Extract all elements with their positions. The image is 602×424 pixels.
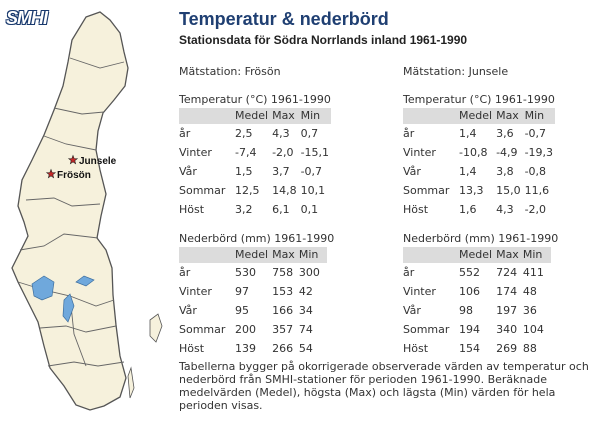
row-label: Vår (179, 165, 197, 178)
cell-max: 3,7 (272, 165, 290, 178)
cell-medel: 1,4 (459, 127, 477, 140)
cell-max: 266 (272, 342, 294, 355)
column-header-min: Min (299, 108, 331, 124)
station-label: Mätstation: Frösön (179, 65, 281, 78)
cell-max: 174 (496, 285, 518, 298)
cell-max: 15,0 (496, 184, 521, 197)
column-header-medel: Medel (235, 248, 269, 261)
table-header-row (403, 247, 551, 263)
cell-min: 10,1 (300, 184, 326, 197)
column-header-min: Min (297, 247, 327, 263)
cell-medel: -10,8 (459, 146, 488, 159)
cell-max: 3,8 (496, 165, 514, 178)
cell-medel: 98 (459, 304, 473, 317)
row-label: Vår (403, 304, 421, 317)
cell-medel: 1,5 (235, 165, 253, 178)
column-header-max: Max (494, 108, 523, 124)
cell-medel: 154 (459, 342, 480, 355)
cell-max: 357 (272, 323, 294, 336)
column-header-max: Max (270, 108, 299, 124)
cell-min: -19,3 (524, 146, 554, 159)
table-row (179, 143, 331, 162)
cell-min: 300 (298, 266, 320, 279)
cell-medel: 200 (235, 323, 256, 336)
table-row (403, 301, 551, 320)
row-label: Höst (179, 342, 205, 355)
cell-max: -2,0 (272, 146, 294, 159)
table-row (179, 162, 331, 181)
footnote: Tabellerna bygger på okorrigerade observerade värden av temperatur och nederbörd från SMHI-stationer för perioden 1961-1990. Beräknade medelvärden (Medel), högsta (Max) och lägsta (Min) värden för hela perioden visas. (179, 360, 589, 412)
sweden-map (0, 0, 175, 424)
precipitation-table (179, 247, 327, 358)
cell-min: 36 (522, 304, 537, 317)
cell-max: 4,3 (496, 203, 514, 216)
cell-min: -15,1 (300, 146, 330, 159)
cell-medel: 12,5 (235, 184, 260, 197)
cell-max: 724 (496, 266, 518, 279)
station-junsele (403, 64, 602, 358)
column-header-max: Max (496, 248, 519, 261)
row-label: Vår (179, 304, 197, 317)
cell-min: 34 (298, 304, 313, 317)
table-row (179, 263, 327, 282)
column-header-min: Min (523, 108, 555, 124)
table-row (403, 181, 555, 200)
temperature-table (179, 108, 331, 219)
cell-max: 166 (272, 304, 294, 317)
cell-min: -0,7 (524, 127, 547, 140)
table-row (403, 320, 551, 339)
cell-max: 340 (496, 323, 518, 336)
marker-label-junsele: Junsele (79, 156, 117, 167)
cell-medel: 530 (235, 266, 256, 279)
precipitation-title: Nederbörd (mm) 1961-1990 (179, 232, 335, 245)
cell-max: 197 (496, 304, 518, 317)
row-label: Höst (179, 203, 205, 216)
cell-medel: 106 (459, 285, 480, 298)
cell-min: 42 (298, 285, 313, 298)
table-row (179, 200, 331, 219)
cell-min: 0,7 (300, 127, 319, 140)
column-header-blank (179, 108, 233, 124)
cell-max: 6,1 (272, 203, 290, 216)
row-label: Vinter (403, 285, 436, 298)
cell-medel: -7,4 (235, 146, 257, 159)
island-oland (128, 368, 134, 398)
marker-label-froson: Frösön (57, 170, 91, 181)
cell-medel: 1,6 (459, 203, 477, 216)
station-froson (179, 64, 379, 358)
table-row (179, 181, 331, 200)
table-row (179, 282, 327, 301)
cell-medel: 1,4 (459, 165, 477, 178)
table-header-row (179, 108, 331, 124)
row-label: Sommar (403, 184, 450, 197)
row-label: Höst (403, 342, 429, 355)
row-label: Sommar (179, 323, 226, 336)
cell-medel: 95 (235, 304, 249, 317)
column-header-blank (403, 108, 457, 124)
column-header-medel: Medel (459, 248, 493, 261)
cell-medel: 2,5 (235, 127, 253, 140)
row-label: Vinter (403, 146, 436, 159)
cell-min: 411 (522, 266, 544, 279)
cell-max: 153 (272, 285, 294, 298)
column-header-min: Min (521, 247, 551, 263)
table-row (179, 301, 327, 320)
cell-max: -4,9 (496, 146, 518, 159)
row-label: år (403, 266, 415, 279)
temperature-table (403, 108, 555, 219)
page-subtitle: Stationsdata för Södra Norrlands inland 1961-1990 (179, 33, 468, 47)
cell-medel: 552 (459, 266, 480, 279)
cell-min: 104 (522, 323, 544, 336)
row-label: Sommar (403, 323, 450, 336)
table-row (179, 339, 327, 358)
row-label: Vår (403, 165, 421, 178)
sweden-outline (12, 12, 128, 410)
cell-min: -0,8 (524, 165, 547, 178)
column-header-medel: Medel (459, 109, 493, 122)
cell-min: -0,7 (300, 165, 323, 178)
cell-max: 4,3 (272, 127, 290, 140)
cell-max: 269 (496, 342, 518, 355)
table-header-row (403, 108, 555, 124)
cell-medel: 13,3 (459, 184, 484, 197)
table-row (403, 339, 551, 358)
cell-min: -2,0 (524, 203, 547, 216)
cell-max: 14,8 (272, 184, 297, 197)
cell-medel: 97 (235, 285, 249, 298)
row-label: år (179, 127, 191, 140)
column-header-blank (179, 247, 233, 263)
temperature-title: Temperatur (°C) 1961-1990 (179, 93, 331, 106)
cell-min: 48 (522, 285, 537, 298)
cell-min: 88 (522, 342, 537, 355)
table-row (403, 200, 555, 219)
cell-min: 0,1 (300, 203, 319, 216)
precipitation-title: Nederbörd (mm) 1961-1990 (403, 232, 559, 245)
island-gotland (150, 314, 162, 342)
cell-max: 758 (272, 266, 294, 279)
table-row (403, 143, 555, 162)
table-row (179, 320, 327, 339)
column-header-blank (403, 247, 457, 263)
cell-medel: 139 (235, 342, 256, 355)
station-label: Mätstation: Junsele (403, 65, 509, 78)
cell-medel: 194 (459, 323, 480, 336)
row-label: år (403, 127, 415, 140)
table-row (403, 124, 555, 143)
precipitation-table (403, 247, 551, 358)
row-label: Vinter (179, 146, 212, 159)
page-title: Temperatur & nederbörd (179, 9, 389, 29)
table-header-row (179, 247, 327, 263)
row-label: Sommar (179, 184, 226, 197)
table-row (403, 263, 551, 282)
row-label: Vinter (179, 285, 212, 298)
table-row (403, 162, 555, 181)
cell-min: 54 (298, 342, 313, 355)
table-row (179, 124, 331, 143)
column-header-max: Max (272, 248, 295, 261)
cell-min: 11,6 (524, 184, 550, 197)
cell-medel: 3,2 (235, 203, 253, 216)
row-label: Höst (403, 203, 429, 216)
smhi-logo: SMHI (6, 8, 47, 28)
column-header-medel: Medel (235, 109, 269, 122)
temperature-title: Temperatur (°C) 1961-1990 (403, 93, 555, 106)
cell-max: 3,6 (496, 127, 514, 140)
table-row (403, 282, 551, 301)
cell-min: 74 (298, 323, 313, 336)
row-label: år (179, 266, 191, 279)
